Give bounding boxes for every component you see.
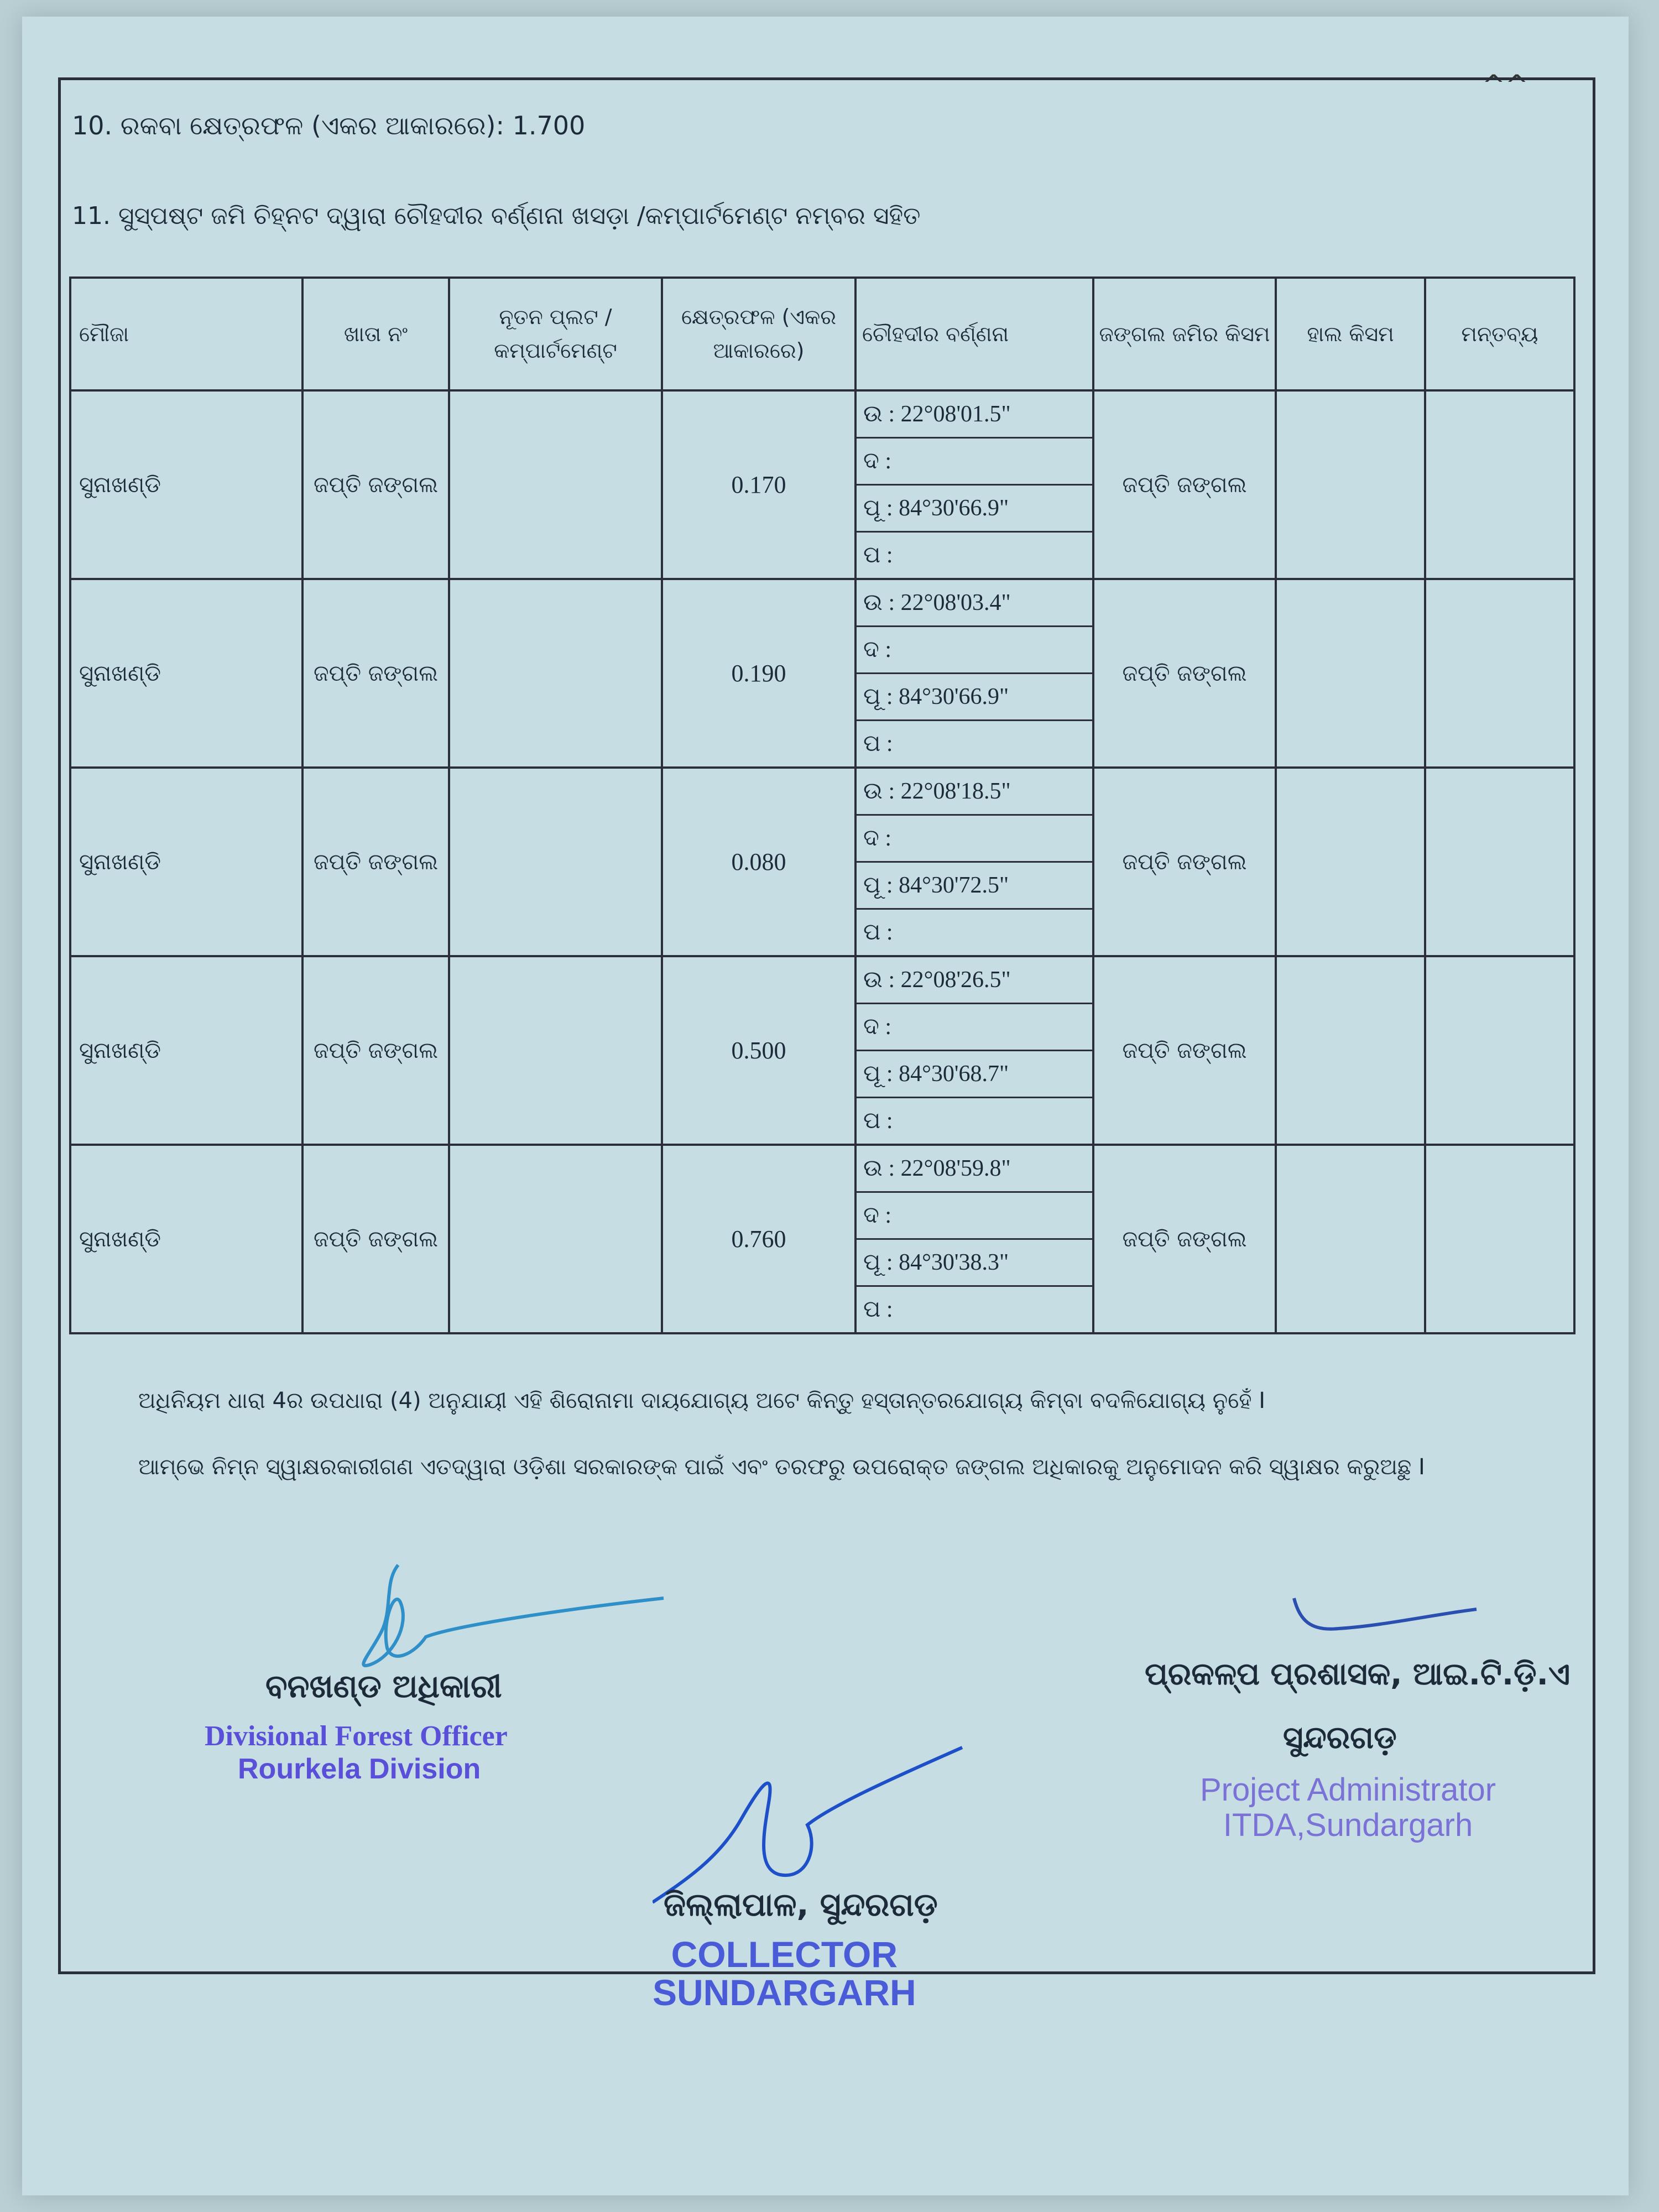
forest-type-cell: ଜପ୍ତି ଜଙ୍ଗଲ	[1093, 579, 1276, 768]
current-type-cell	[1276, 1145, 1425, 1333]
khata-cell: ଜପ୍ତି ଜଙ୍ଗଲ	[302, 579, 449, 768]
table-header-row	[70, 278, 1574, 390]
pa-stamp	[1200, 1772, 1496, 1843]
boundary-north: ଉ : 22°08'26.5"	[857, 957, 1092, 1004]
boundary-east: ପୂ : 84°30'66.9"	[857, 674, 1092, 721]
plot-cell	[449, 956, 662, 1145]
col-boundary: ଚୌହଦୀର ବର୍ଣ୍ଣନା	[855, 278, 1093, 390]
current-type-cell	[1276, 956, 1425, 1145]
table-row	[70, 390, 1574, 579]
table-row	[70, 579, 1574, 768]
boundary-cell	[855, 1145, 1093, 1333]
forest-type-cell: ଜପ୍ତି ଜଙ୍ଗଲ	[1093, 956, 1276, 1145]
col-remarks: ମନ୍ତବ୍ୟ	[1425, 278, 1574, 390]
boundary-east: ପୂ : 84°30'38.3"	[857, 1240, 1092, 1287]
mouza-cell: ସୁନାଖଣ୍ଡି	[70, 956, 302, 1145]
remarks-cell	[1425, 1145, 1574, 1333]
col-forest-type: ଜଙ୍ଗଲ ଜମିର କିସମ	[1093, 278, 1276, 390]
boundary-description-heading: 11. ସୁସ୍ପଷ୍ଟ ଜମି ଚିହ୍ନଟ ଦ୍ୱାରା ଚୌହଦୀର ବର୍ଣ୍ଣନା ଖସଡ଼ା /କମ୍ପାର୍ଟମେଣ୍ଟ ନମ୍ବର ସହିତ	[72, 202, 921, 230]
boundary-south: ଦ :	[857, 627, 1092, 674]
dfo-designation-odia: ବନଖଣ୍ଡ ଅଧିକାରୀ	[265, 1667, 502, 1705]
boundary-east: ପୂ : 84°30'66.9"	[857, 486, 1092, 533]
dfo-signature	[332, 1543, 686, 1687]
boundary-north: ଉ : 22°08'59.8"	[857, 1146, 1092, 1193]
pa-stamp-line2: ITDA,Sundargarh	[1223, 1807, 1473, 1843]
area-cell: 0.760	[662, 1145, 855, 1333]
mouza-cell: ସୁନାଖଣ୍ଡି	[70, 390, 302, 579]
khata-cell: ଜପ୍ତି ଜଙ୍ଗଲ	[302, 768, 449, 956]
table-row	[70, 956, 1574, 1145]
collector-stamp	[653, 1936, 916, 2012]
col-mouza: ମୌଜା	[70, 278, 302, 390]
mouza-cell: ସୁନାଖଣ୍ଡି	[70, 1145, 302, 1333]
boundary-west: ପ :	[863, 1297, 893, 1322]
mouza-cell: ସୁନାଖଣ୍ଡି	[70, 579, 302, 768]
area-cell: 0.170	[662, 390, 855, 579]
boundary-west: ପ :	[863, 731, 893, 757]
dfo-stamp-line1: Divisional Forest Officer	[205, 1720, 508, 1752]
remarks-cell	[1425, 579, 1574, 768]
khata-cell: ଜପ୍ତି ଜଙ୍ଗଲ	[302, 390, 449, 579]
mouza-cell: ସୁନାଖଣ୍ଡି	[70, 768, 302, 956]
boundary-south: ଦ :	[857, 439, 1092, 486]
pa-designation-odia: ପ୍ରକଳ୍ପ ପ୍ରଶାସକ, ଆଇ.ଟି.ଡ଼ି.ଏ	[1145, 1656, 1571, 1692]
boundary-cell	[855, 768, 1093, 956]
col-khata: ଖାତା ନଂ	[302, 278, 449, 390]
forest-type-cell: ଜପ୍ତି ଜଙ୍ଗଲ	[1093, 768, 1276, 956]
plot-cell	[449, 1145, 662, 1333]
khata-cell: ଜପ୍ତି ଜଙ୍ଗଲ	[302, 956, 449, 1145]
approval-note: ଆମ୍ଭେ ନିମ୍ନ ସ୍ୱାକ୍ଷରକାରୀଗଣ ଏତଦ୍ୱାରା ଓଡ଼ିଶା ସରକାରଙ୍କ ପାଇଁ ଏବଂ ତରଫରୁ ଉପରୋକ୍ତ ଜଙ୍ଗଲ ଅଧିକାରକୁ ଅନୁମୋଦନ କରି ସ୍ୱାକ୍ଷର କରୁଅଛୁ I	[138, 1454, 1425, 1480]
table-row	[70, 1145, 1574, 1333]
legal-note: ଅଧିନିୟମ ଧାରା 4ର ଉପଧାରା (4) ଅନୁଯାୟୀ ଏହି ଶିରୋନାମା ଦାୟଯୋଗ୍ୟ ଅଟେ କିନ୍ତୁ ହସ୍ତାନ୍ତରଯୋଗ୍ୟ କିମ୍ବା ବଦଳିଯୋଗ୍ୟ ନୁହେଁ I	[138, 1388, 1266, 1413]
dfo-stamp	[205, 1720, 508, 1786]
boundary-west: ପ :	[863, 1108, 893, 1134]
boundary-west: ପ :	[863, 542, 893, 568]
boundary-cell	[855, 390, 1093, 579]
boundary-north: ଉ : 22°08'01.5"	[857, 392, 1092, 439]
boundary-north: ଉ : 22°08'18.5"	[857, 769, 1092, 816]
forest-type-cell: ଜପ୍ତି ଜଙ୍ଗଲ	[1093, 1145, 1276, 1333]
corner-mark: ^^	[1482, 69, 1528, 101]
remarks-cell	[1425, 390, 1574, 579]
plot-cell	[449, 390, 662, 579]
collector-stamp-line1: COLLECTOR	[671, 1934, 898, 1975]
boundary-cell	[855, 579, 1093, 768]
boundary-cell	[855, 956, 1093, 1145]
plot-cell	[449, 768, 662, 956]
boundary-south: ଦ :	[857, 1193, 1092, 1240]
pa-signature	[1288, 1587, 1488, 1653]
boundary-north: ଉ : 22°08'03.4"	[857, 580, 1092, 627]
pa-place-odia: ସୁନ୍ଦରଗଡ଼	[1283, 1720, 1397, 1756]
collector-designation-odia: ଜିଲ୍ଲାପାଳ, ସୁନ୍ଦରଗଡ଼	[664, 1886, 938, 1923]
total-area-line: 10. ରକବା କ୍ଷେତ୍ରଫଳ (ଏକର ଆକାରରେ): 1.700	[72, 111, 586, 140]
col-area: କ୍ଷେତ୍ରଫଳ (ଏକର ଆକାରରେ)	[662, 278, 855, 390]
forest-type-cell: ଜପ୍ତି ଜଙ୍ଗଲ	[1093, 390, 1276, 579]
col-current-type: ହାଲ କିସମ	[1276, 278, 1425, 390]
boundary-east: ପୂ : 84°30'72.5"	[857, 863, 1092, 910]
boundary-south: ଦ :	[857, 1004, 1092, 1051]
pa-stamp-line1: Project Administrator	[1200, 1772, 1496, 1808]
current-type-cell	[1276, 390, 1425, 579]
area-cell: 0.080	[662, 768, 855, 956]
plot-cell	[449, 579, 662, 768]
land-details-table	[69, 276, 1575, 1334]
current-type-cell	[1276, 579, 1425, 768]
area-cell: 0.500	[662, 956, 855, 1145]
document-sheet	[22, 17, 1629, 2195]
col-new-plot: ନୂତନ ପ୍ଲଟ / କମ୍ପାର୍ଟମେଣ୍ଟ	[449, 278, 662, 390]
table-row	[70, 768, 1574, 956]
remarks-cell	[1425, 956, 1574, 1145]
area-cell: 0.190	[662, 579, 855, 768]
current-type-cell	[1276, 768, 1425, 956]
boundary-south: ଦ :	[857, 816, 1092, 863]
remarks-cell	[1425, 768, 1574, 956]
collector-stamp-line2: SUNDARGARH	[653, 1972, 916, 2013]
dfo-stamp-line2: Rourkela Division	[238, 1752, 481, 1785]
khata-cell: ଜପ୍ତି ଜଙ୍ଗଲ	[302, 1145, 449, 1333]
boundary-west: ପ :	[863, 920, 893, 945]
boundary-east: ପୂ : 84°30'68.7"	[857, 1051, 1092, 1098]
